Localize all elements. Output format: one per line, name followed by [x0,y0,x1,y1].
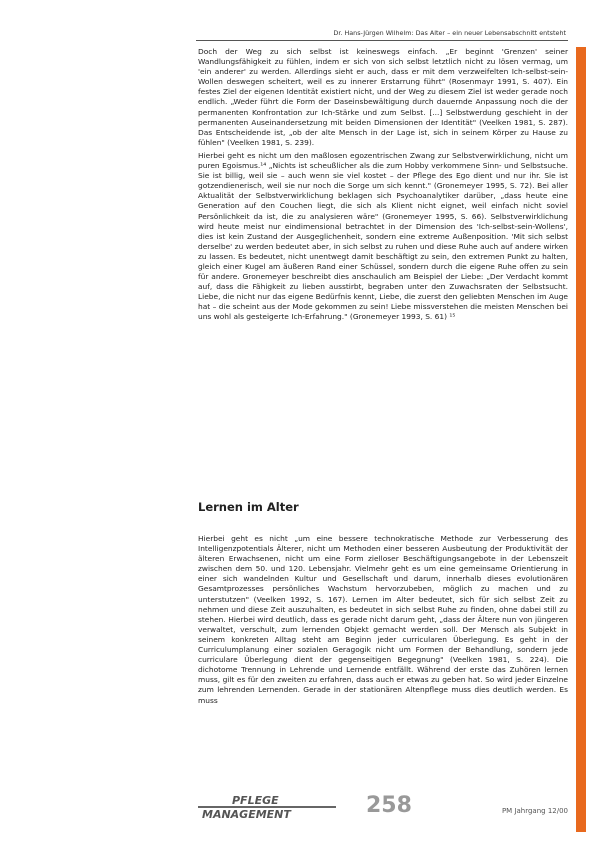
issue-label: PM Jahrgang 12/00 [501,807,568,815]
section-1 [198,47,568,323]
pflege-management-logo [198,793,338,823]
header-rule [196,40,568,41]
paragraph: Hierbei geht es nicht „um eine bessere technokratische Methode zur Verbesserung des Intelligenzpotentials Älterer, nicht um Methoden einer besseren Ausbeutung der Produktivität der älteren Erwachsenen, nicht um eine Form zielloser Beschäftigungsangebote in der Lebenszeit zwischen dem 50. und 120. Lebensjahr. Vielmehr geht es um eine gemeinsame Orientierung in einer sich wandelnden Kultur und Gesellschaft und darum, innerhalb dieses evolutionären Gesamtprozesses persönliches Wachstum hervorzubeben, möglich zu machen und zu unterstutzen" (Veelken 1992, S. 167). Lernen im Alter bedeutet, sich für sich selbst Zeit zu nehmen und diese Zeit auszuhalten, es bedeutet in sich selbst Ruhe zu finden, ohne dabei still zu stehen. Hierbei wird deutlich, dass es gerade nicht darum geht, „dass der Ältere nun von jüngeren verwaltet, verschult, zum lernenden Objekt gemacht werden soll. Der Mensch als Subjekt in seinem konkreten Alltag steht am Beginn jeder curricularen Überlegung. Es geht in der Curriculumplanung einer sozialen Geragogik nicht um Formen der Behandlung, sondern jede curriculare Überlegung dient der gegenseitigen Begegnung" (Veelken 1981, S. 224). Die dichotome Trennung in Lehrende und Lernende entfällt. Während der erste das Zuhören lernen muss, gilt es für den zweiten zu erfahren, dass auch er etwas zu geben hat. So wird jeder Einzelne zum lehrenden Lernenden. Gerade in der stationären Altenpflege muss dies deutlich werden. Es muss [198,534,568,705]
section-2 [198,534,568,706]
logo-line1: PFLEGE [232,794,279,807]
page-footer [198,793,568,823]
paragraph: Doch der Weg zu sich selbst ist keineswegs einfach. „Er beginnt 'Grenzen' seiner Wandlungsfähigkeit zu fühlen, indem er sich von sich selbst letztlich nicht zu lösen vermag, um 'ein anderer' zu werden. Allerdings sieht er auch, dass er mit dem verzweifelten Ich-selbst-sein-Wollen deswegen scheitert, weil es zu innerer Erstarrung führt" (Rosenmayr 1991, S. 407). Ein festes Ziel der eigenen Identität existiert nicht, und der Weg zu diesem Ziel ist weder gerade noch endlich. „Weder führt die Form der Daseinsbewältigung durch dauernde Anpassung noch die der permanenten Konfrontation zur Ich-Stärke und zum Selbst. [...] Selbstwerdung geschieht in der permanenten Auseinandersetzung mit beiden Dimensionen der Identität" (Veelken 1981, S. 287). Das Entscheidende ist, „ob der alte Mensch in der Lage ist, sich in seinem Körper zu Hause zu fühlen" (Veelken 1981, S. 239). [198,47,568,147]
running-header: Dr. Hans-Jürgen Wilhelm: Das Alter – ein neuer Lebensabschnitt entsteht [333,29,566,37]
logo-line2: MANAGEMENT [202,808,291,821]
section-heading [198,500,299,514]
section-title: Lernen im Alter [198,500,299,514]
page-number: 258 [366,793,412,818]
paragraph: Hierbei geht es nicht um den maßlosen egozentrischen Zwang zur Selbstverwirklichung, nicht um puren Egoismus.¹⁴ „Nichts ist scheußlicher als die zum Hobby verkommene Sinn- und Selbstsuche. Sie ist billig, weil sie – auch wenn sie viel kostet – der Pflege des Ego dient und nur ihr. Sie ist gotzendienerisch, weil sie nur noch die Sorge um sich kennt." (Gronemeyer 1995, S. 72). Bei aller Aktualität der Selbstverwirklichung beklagen sich Psychoanalytiker darüber, „dass heute eine Generation auf den Couchen liegt, die sich als Klient nicht eignet, weil einfach nicht soviel Persönlichkeit da ist, die zu analysieren wäre" (Gronemeyer 1995, S. 66). Selbstverwirklichung wird heute meist nur eindimensional betrachtet in der Dimension des 'Ich-selbst-sein-Wollens', dies ist kein Zustand der Ausgeglichenheit, sondern eine extreme Außenposition. 'Mit sich selbst derselbe' zu werden bedeutet aber, in sich selbst zu ruhen und diese Ruhe auch auf andere wirken zu lassen. Es bedeutet, nicht unentwegt damit beschäftigt zu sein, den extremen Punkt zu halten, gleich einer Kugel am äußeren Rand einer Schüssel, sondern durch die eigene Ruhe offen zu sein für andere. Gronemeyer beschreibt dies anschaulich am Beispiel der Liebe: „Der Verdacht kommt auf, dass die Fähigkeit zu lieben ausstirbt, begraben unter den Zuwachsraten der Selbstsucht. Liebe, die nicht nur das eigene Bedürfnis kennt, Liebe, die zuerst den geliebten Menschen im Auge hat – die scheint aus der Mode gekommen zu sein! Liebe missverstehen die meisten Menschen bei uns wohl als gesteigerte Ich-Erfahrung." (Gronemeyer 1993, S. 61) ¹⁵ [198,150,568,322]
accent-bar [576,47,586,832]
